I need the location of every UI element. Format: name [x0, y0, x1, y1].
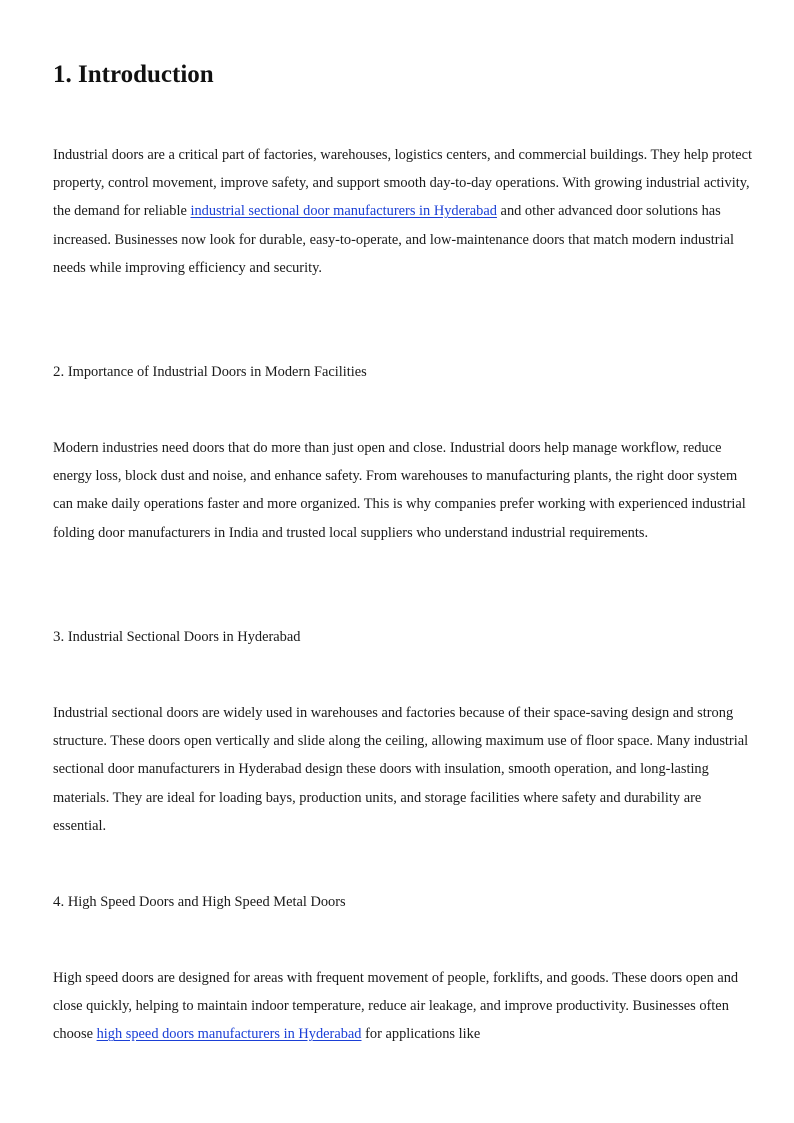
section-2-title: Importance of Industrial Doors in Modern Facilities — [64, 364, 367, 380]
section-4-paragraph — [53, 964, 753, 1049]
section-4-heading — [53, 888, 346, 916]
page-title: 1. Introduction — [53, 61, 214, 88]
section-4-text-2: for applications like — [361, 1026, 481, 1043]
section-2-number: 2. — [53, 364, 65, 380]
section-4-number: 4. — [53, 894, 65, 910]
section-3-heading — [53, 623, 300, 651]
intro-paragraph — [53, 141, 753, 282]
section-3-paragraph: Industrial sectional doors are widely used in warehouses and factories because of their space-saving design and strong structure. These doors open vertically and slide along the ceiling, allowing maximum use of floor space. Many industrial sectional door manufacturers in Hyderabad design these doors with insulation, smooth operation, and long-lasting materials. They are ideal for loading bays, production units, and storage facilities where safety and durability are essential. — [53, 705, 749, 834]
intro-text-2: and other advanced door solutions has increased. Businesses now look for durable, easy-to-operate, and low-maintenance doors that match modern industrial needs while improving efficiency and security. — [53, 203, 734, 276]
section-4-title: High Speed Doors and High Speed Metal Doors — [64, 894, 346, 910]
section-2-paragraph: Modern industries need doors that do more than just open and close. Industrial doors help manage workflow, reduce energy loss, block dust and noise, and enhance safety. From warehouses to manufacturing plants, the right door system can make daily operations faster and more organized. This is why companies prefer working with experienced industrial folding door manufacturers in India and trusted local suppliers who understand industrial requirements. — [53, 440, 746, 541]
intro-text-1: Industrial doors are a critical part of factories, warehouses, logistics centers, and commercial buildings. They help protect property, control movement, improve safety, and support smooth day-to-day operations. With growing industrial activity, the demand for reliable — [53, 147, 753, 220]
section-4-text-1: High speed doors are designed for areas with frequent movement of people, forklifts, and goods. These doors open and close quickly, helping to maintain indoor temperature, reduce air leakage, and improve productivity. Businesses often choose — [53, 970, 739, 1043]
high-speed-doors-link[interactable]: high speed doors manufacturers in Hyderabad — [96, 1026, 362, 1043]
section-3-number: 3. — [53, 629, 65, 645]
section-3-title: Industrial Sectional Doors in Hyderabad — [64, 629, 301, 645]
section-2-heading — [53, 358, 367, 386]
sectional-door-link[interactable]: industrial sectional door manufacturers in Hyderabad — [190, 203, 497, 220]
